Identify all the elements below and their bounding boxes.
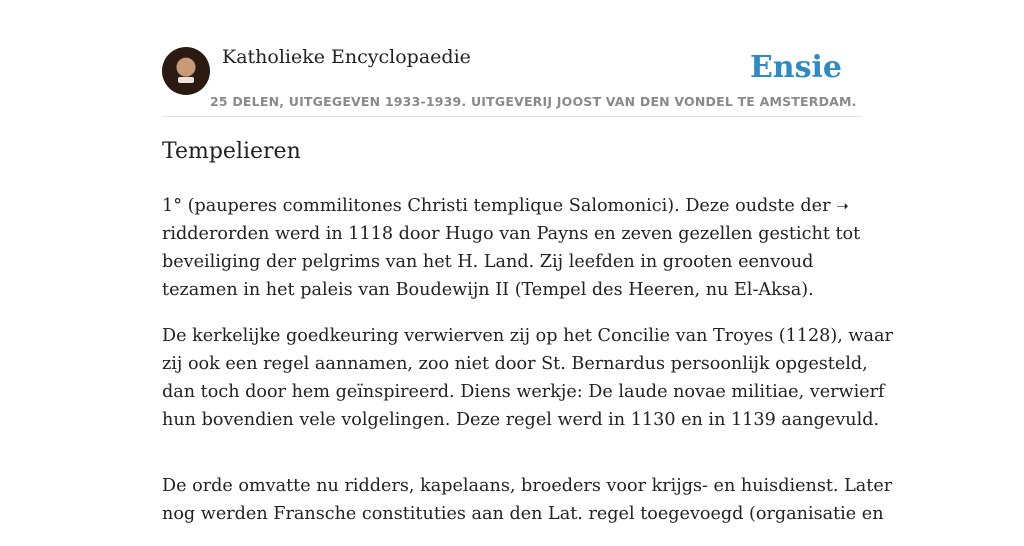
avatar[interactable] xyxy=(162,47,210,95)
text-line: zij ook een regel aannamen, zoo niet door St. Bernardus persoonlijk opgesteld, xyxy=(162,354,868,374)
text-line: beveiliging der pelgrims van het H. Land. Zij leefden in grooten eenvoud xyxy=(162,252,814,272)
article-title: Tempelieren xyxy=(162,139,301,164)
site-subtitle: 25 DELEN, UITGEGEVEN 1933-1939. UITGEVERIJ JOOST VAN DEN VONDEL TE AMSTERDAM. xyxy=(210,94,857,109)
text-line: De kerkelijke goedkeuring verwierven zij op het Concilie van Troyes (1128), waar xyxy=(162,326,893,346)
text-line: De orde omvatte nu ridders, kapelaans, broeders voor krijgs- en huisdienst. Later xyxy=(162,476,893,496)
text-line: hun bovendien vele volgelingen. Deze regel werd in 1130 en in 1139 aangevuld. xyxy=(162,410,880,430)
article-body xyxy=(162,192,893,546)
brand-logo[interactable]: Ensie xyxy=(749,50,842,85)
text-line-content: 1° (pauperes commilitones Christi templique Salomonici). Deze oudste der xyxy=(162,196,831,216)
text-line xyxy=(162,192,862,220)
text-line: tezamen in het paleis van Boudewijn II (Tempel des Heeren, nu El-Aksa). xyxy=(162,280,814,300)
text-line: nog werden Fransche constituties aan den Lat. regel toegevoegd (organisatie en xyxy=(162,504,884,524)
paragraph-2 xyxy=(162,322,893,434)
avatar-collar xyxy=(178,77,194,83)
site-title[interactable]: Katholieke Encyclopaedie xyxy=(222,46,471,68)
text-line: ridderorden werd in 1118 door Hugo van Payns en zeven gezellen gesticht tot xyxy=(162,224,861,244)
paragraph-3 xyxy=(162,472,893,528)
arrow-icon[interactable]: ➝ xyxy=(836,197,849,215)
site-header xyxy=(162,0,862,117)
paragraph-1 xyxy=(162,192,862,304)
text-line: dan toch door hem geïnspireerd. Diens werkje: De laude novae militiae, verwierf xyxy=(162,382,885,402)
